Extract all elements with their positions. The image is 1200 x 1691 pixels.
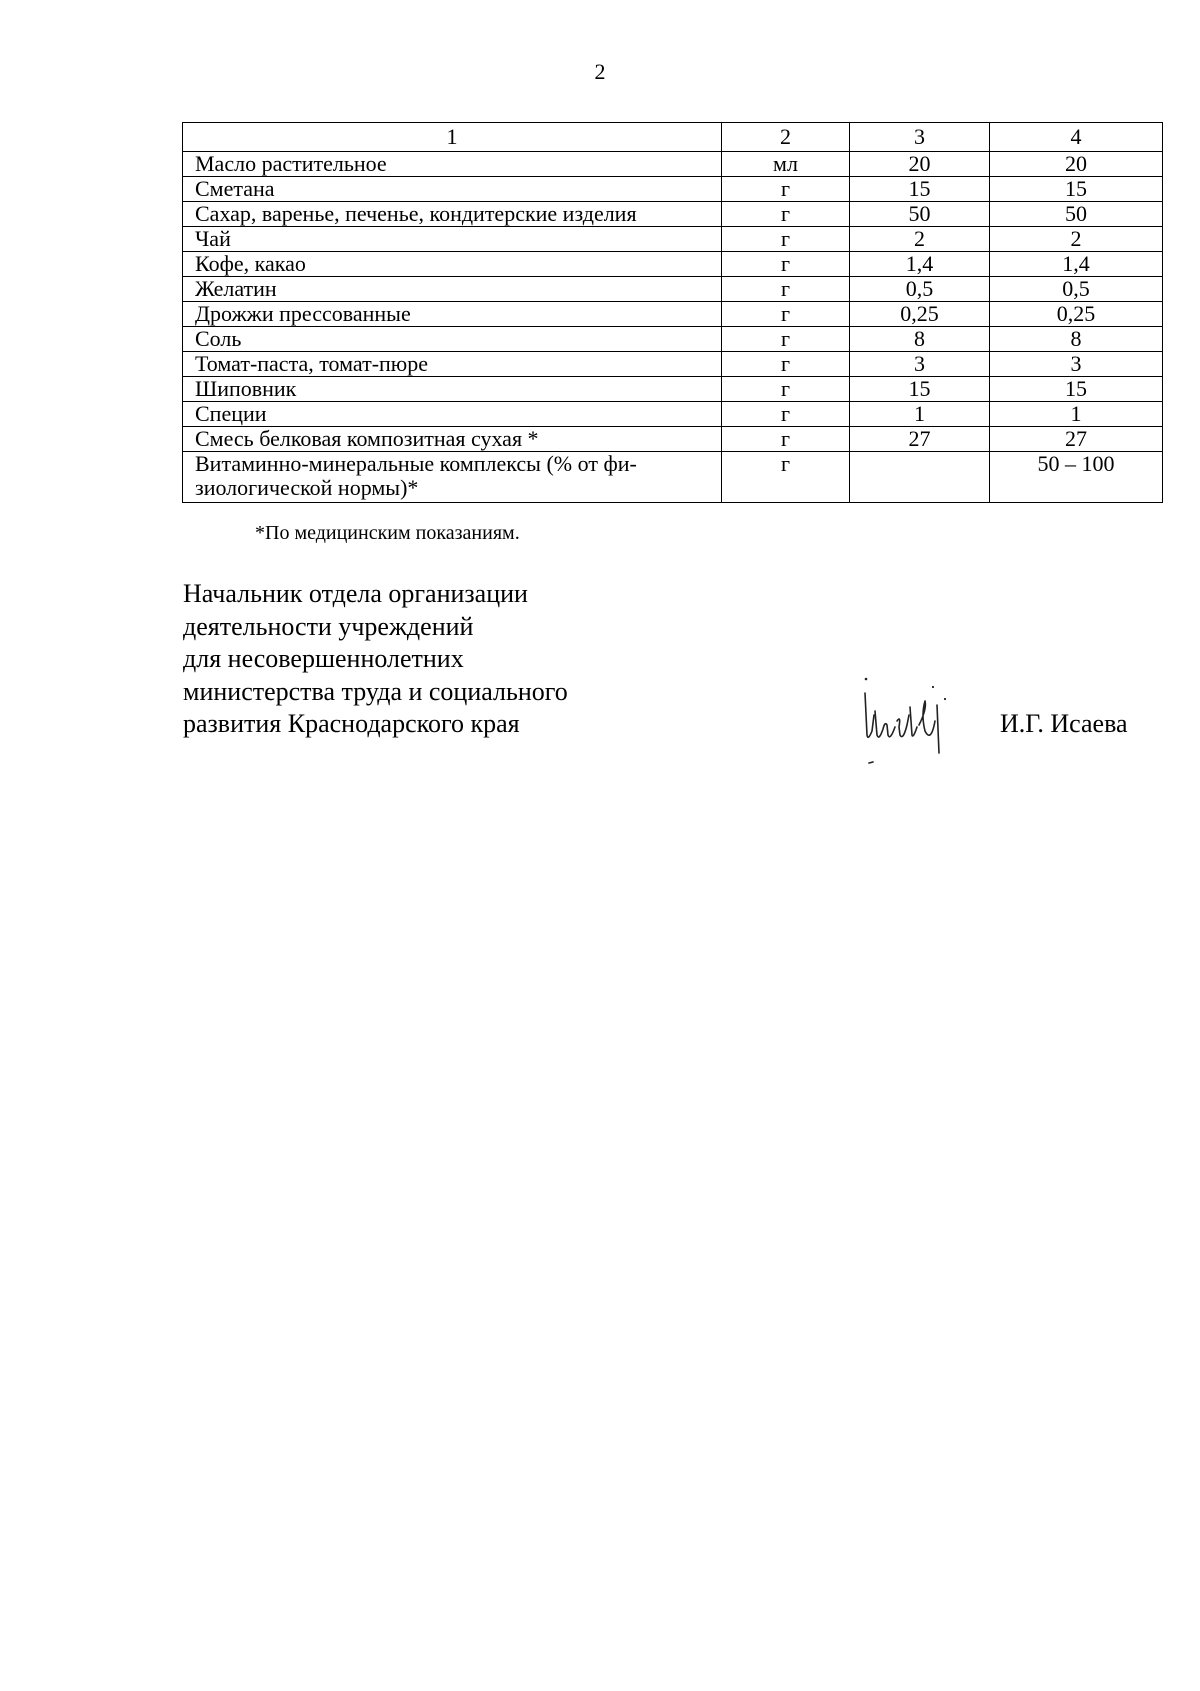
- value-col3-cell: 15: [850, 377, 990, 402]
- unit-cell: г: [722, 252, 850, 277]
- value-col3-cell: 27: [850, 427, 990, 452]
- page-number: 2: [594, 59, 606, 84]
- position-line: для несовершеннолетних: [183, 644, 464, 673]
- product-name-cell: Сахар, варенье, печенье, кондитерские изделия: [183, 202, 722, 227]
- product-name-cell: Соль: [183, 327, 722, 352]
- unit-cell: г: [722, 227, 850, 252]
- unit-cell: г: [722, 402, 850, 427]
- table-header-row: [183, 123, 1163, 152]
- unit-cell: г: [722, 202, 850, 227]
- handwritten-signature: [855, 665, 955, 775]
- value-col3-cell: 1,4: [850, 252, 990, 277]
- table-row: [183, 302, 1163, 327]
- table-row: [183, 427, 1163, 452]
- product-name-cell: Масло растительное: [183, 152, 722, 177]
- value-col4-cell: 3: [990, 352, 1163, 377]
- unit-cell: г: [722, 302, 850, 327]
- table-header-cell: 4: [990, 123, 1163, 152]
- table-row: [183, 202, 1163, 227]
- product-name-cell: Сметана: [183, 177, 722, 202]
- value-col3-cell: [850, 452, 990, 503]
- table-row: [183, 152, 1163, 177]
- value-col4-cell: 15: [990, 177, 1163, 202]
- unit-cell: г: [722, 377, 850, 402]
- unit-cell: г: [722, 177, 850, 202]
- unit-cell: г: [722, 277, 850, 302]
- value-col4-cell: 0,5: [990, 277, 1163, 302]
- table-row: [183, 352, 1163, 377]
- table-row: [183, 377, 1163, 402]
- value-col4-cell: 1: [990, 402, 1163, 427]
- value-col4-cell: 50 – 100: [990, 452, 1163, 503]
- value-col3-cell: 2: [850, 227, 990, 252]
- product-name-cell: Шиповник: [183, 377, 722, 402]
- value-col3-cell: 0,5: [850, 277, 990, 302]
- table-row: [183, 252, 1163, 277]
- table-row: [183, 327, 1163, 352]
- value-col4-cell: 20: [990, 152, 1163, 177]
- value-col4-cell: 0,25: [990, 302, 1163, 327]
- value-col3-cell: 50: [850, 202, 990, 227]
- product-name-cell: Кофе, какао: [183, 252, 722, 277]
- value-col4-cell: 8: [990, 327, 1163, 352]
- table-row: [183, 277, 1163, 302]
- signature-position-block: [183, 578, 568, 741]
- table-row: [183, 227, 1163, 252]
- table-row: [183, 177, 1163, 202]
- value-col3-cell: 3: [850, 352, 990, 377]
- unit-cell: мл: [722, 152, 850, 177]
- value-col3-cell: 8: [850, 327, 990, 352]
- table-header-cell: 3: [850, 123, 990, 152]
- position-line: развития Краснодарского края: [183, 709, 520, 738]
- value-col4-cell: 2: [990, 227, 1163, 252]
- value-col3-cell: 20: [850, 152, 990, 177]
- product-name-cell: Смесь белковая композитная сухая *: [183, 427, 722, 452]
- signatory-name: И.Г. Исаева: [1000, 709, 1128, 738]
- product-name-cell: [183, 452, 722, 503]
- unit-cell: г: [722, 427, 850, 452]
- table-row: [183, 452, 1163, 503]
- norms-table: [182, 122, 1163, 503]
- table-row: [183, 402, 1163, 427]
- product-name-cell: Чай: [183, 227, 722, 252]
- position-line: Начальник отдела организации: [183, 579, 528, 608]
- product-name-line: зиологической нормы)*: [195, 475, 419, 500]
- value-col3-cell: 0,25: [850, 302, 990, 327]
- position-line: деятельности учреждений: [183, 611, 474, 641]
- product-name-cell: Специи: [183, 402, 722, 427]
- unit-cell: г: [722, 327, 850, 352]
- position-line: министерства труда и социального: [183, 676, 568, 706]
- product-name-line: Витаминно-минеральные комплексы (% от фи-: [195, 451, 637, 476]
- product-name-cell: Томат-паста, томат-пюре: [183, 352, 722, 377]
- table-header-cell: 1: [183, 123, 722, 152]
- table-header-cell: 2: [722, 123, 850, 152]
- footnote: *По медицинским показаниям.: [255, 522, 520, 544]
- product-name-cell: Желатин: [183, 277, 722, 302]
- value-col3-cell: 1: [850, 402, 990, 427]
- value-col3-cell: 15: [850, 177, 990, 202]
- product-name-cell: Дрожжи прессованные: [183, 302, 722, 327]
- unit-cell: г: [722, 452, 850, 503]
- unit-cell: г: [722, 352, 850, 377]
- value-col4-cell: 27: [990, 427, 1163, 452]
- value-col4-cell: 15: [990, 377, 1163, 402]
- value-col4-cell: 50: [990, 202, 1163, 227]
- value-col4-cell: 1,4: [990, 252, 1163, 277]
